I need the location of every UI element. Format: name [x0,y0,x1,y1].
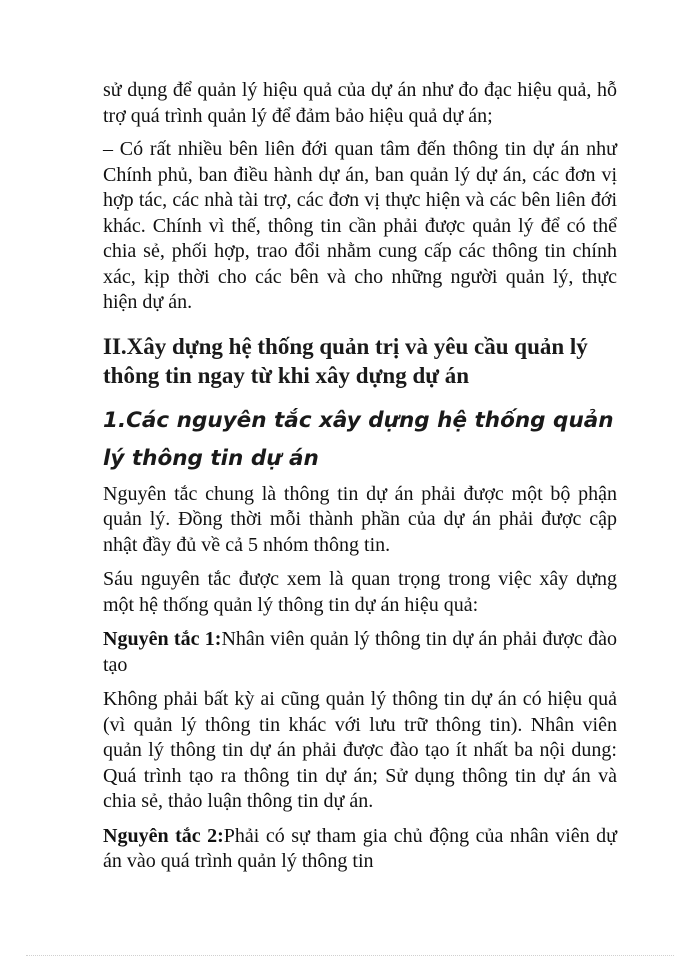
paragraph-principle-1-detail: Không phải bất kỳ ai cũng quản lý thông tin dự án có hiệu quả (vì quản lý thông tin khác với lưu trữ thông tin). Nhân viên quản lý thông tin dự án phải được đào tạo ít nhất ba nội dung: Quá trình tạo ra thông tin dự án; Sử dụng thông tin dự án và chia sẻ, thảo luận thông tin dự án. [103,688,617,812]
section-heading-ii: II.Xây dựng hệ thống quản trị và yêu cầu quản lý thông tin ngay từ khi xây dựng dự án [103,333,588,388]
paragraph-general-principle: Nguyên tắc chung là thông tin dự án phải được một bộ phận quản lý. Đồng thời mỗi thành phần của dự án phải được cập nhật đầy đủ về cả 5 nhóm thông tin. [103,482,617,556]
principle-1-text: Nhân viên quản lý thông tin dự án phải được đào tạo [103,628,618,676]
page-bottom-divider [26,955,674,956]
principle-2 [103,824,617,875]
paragraph-six-principles: Sáu nguyên tắc được xem là quan trọng trong việc xây dựng một hệ thống quản lý thông tin dự án hiệu quả: [103,568,617,616]
principle-2-label: Nguyên tắc 2: [103,824,224,847]
principle-1-label: Nguyên tắc 1: [103,628,222,650]
principle-2-text: Phải có sự tham gia chủ động của nhân viên dự án vào quá trình quản lý thông tin [103,824,618,872]
paragraph-continued: sử dụng để quản lý hiệu quả của dự án như đo đạc hiệu quả, hỗ trợ quá trình quản lý để đảm bảo hiệu quả dự án; [103,79,617,127]
subsection-heading-1: 1.Các nguyên tắc xây dựng hệ thống quản lý thông tin dự án [103,407,614,471]
principle-1 [103,627,617,678]
paragraph-stakeholders: – Có rất nhiều bên liên đới quan tâm đến thông tin dự án như Chính phủ, ban điều hành dự án, ban quản lý dự án, các đơn vị hợp tác, các nhà tài trợ, các đơn vị thực hiện và các bên liên đới khác. Chính vì thế, thông tin cần phải được quản lý để có thể chia sẻ, phối hợp, trao đổi nhằm cung cấp các thông tin chính xác, kịp thời cho các bên và cho những người quản lý, thực hiện dự án. [103,138,617,313]
page-content [103,78,617,875]
